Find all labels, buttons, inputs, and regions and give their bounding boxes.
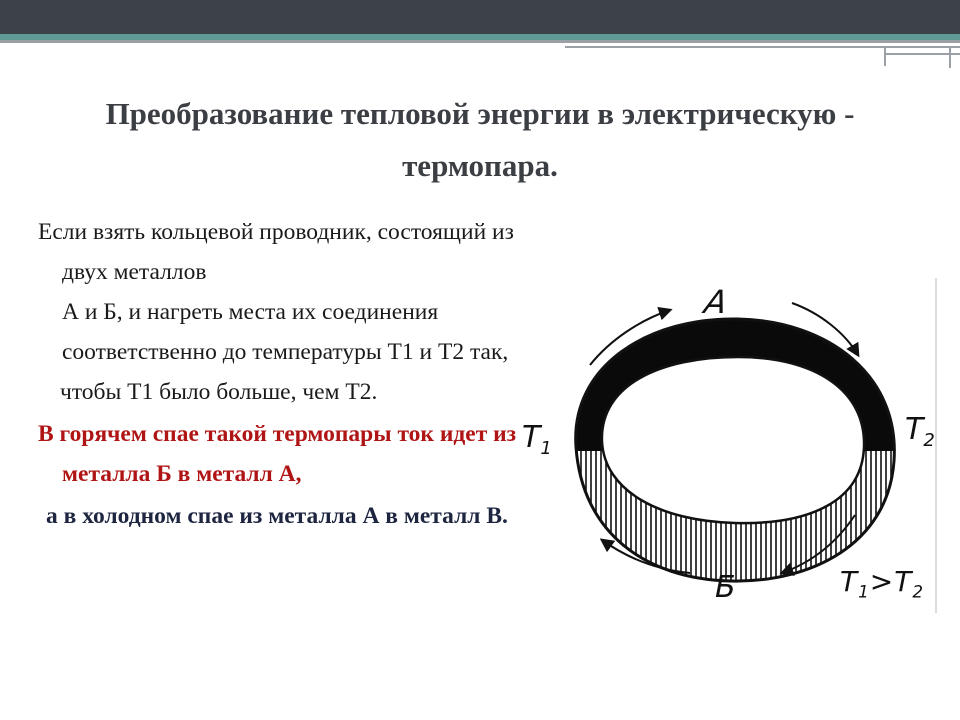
paragraph-metals: А и Б, и нагреть места их соединения соответственно до температуры Т1 и Т2 так, [62,299,509,365]
paragraph-intro: Если взять кольцевой проводник, состоящий из двух металлов [38,219,514,285]
cold-junction-label: $T_2$ [905,412,935,451]
paragraph-cold-junction: а в холодном спае из металла А в металл В. [46,503,508,529]
metal-b-label: Б [715,570,736,605]
accent-stripe-gray [0,40,960,43]
thermocouple-diagram [510,265,950,635]
slide-body [38,212,518,536]
metal-a-label: А [701,283,731,321]
top-bar [0,0,960,34]
corner-decoration [565,44,960,70]
hot-junction-label: $T_1$ [522,420,552,459]
paragraph-condition: чтобы Т1 было больше, чем Т2. [60,379,378,405]
temperature-relation: $T_1>T_2$ [840,565,925,602]
divider-line [935,278,937,613]
slide-title: Преобразование тепловой энергии в электрическую - термопара. [105,96,855,183]
paragraph-hot-junction: В горячем спае такой термопары ток идет из металла Б в металл А, [38,421,517,487]
